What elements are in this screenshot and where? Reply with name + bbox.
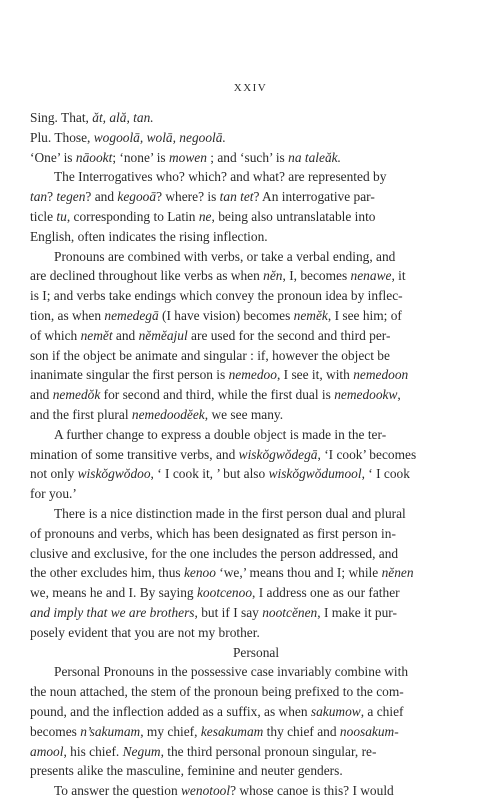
text-line: for you.’ xyxy=(30,486,77,502)
text-line: Personal Pronouns in the possessive case invariably combine with xyxy=(54,664,409,680)
text-line: amool, his chief. Negum, the third personal pronoun singular, re- xyxy=(30,743,377,759)
text-line: tion, as when nemedegā (I have vision) becomes nemĕk, I see him; of xyxy=(30,307,402,323)
text-line: the noun attached, the stem of the pronoun being prefixed to the com- xyxy=(30,684,404,700)
text-line: Plu. Those, wogoolā, wolā, negoolā. xyxy=(30,129,226,145)
text-line: son if the object be animate and singular : if, however the object be xyxy=(30,347,390,363)
text-line: Pronouns are combined with verbs, or take a verbal ending, and xyxy=(54,248,396,264)
text-line: and nemedŏk for second and third, while the first dual is nemedookw, xyxy=(30,387,401,403)
text-line: we, means he and I. By saying kootcenoo, I address one as our father xyxy=(30,585,400,601)
text-line: not only wiskŏgwŏdoo, ‘ I cook it, ’ but also wiskŏgwŏdumool, ‘ I cook xyxy=(30,466,410,482)
text-line: the other excludes him, thus kenoo ‘we,’ means thou and I; while nĕnen xyxy=(30,565,414,581)
text-line: tan? tegen? and kegooā? where? is tan tet? An interrogative par- xyxy=(30,189,375,205)
text-line: To answer the question wenotool? whose canoe is this? I would xyxy=(54,783,394,799)
text-line: becomes n’sakumam, my chief, kesakumam thy chief and noosakum- xyxy=(30,723,399,739)
text-line: and imply that we are brothers, but if I say nootcĕnen, I make it pur- xyxy=(30,604,397,620)
text-line: A further change to express a double object is made in the ter- xyxy=(54,426,387,442)
text-line: are declined throughout like verbs as when nĕn, I, becomes nenawe, it xyxy=(30,268,406,284)
text-line: inanimate singular the first person is nemedoo, I see it, with nemedoon xyxy=(30,367,409,383)
text-line: Sing. That, ăt, ală, tan. xyxy=(30,110,154,125)
body-text xyxy=(30,108,482,801)
text-line: ticle tu, corresponding to Latin ne, being also untranslatable into xyxy=(30,208,376,224)
text-line: is I; and verbs take endings which convey the pronoun idea by inflec- xyxy=(30,288,403,304)
text-line: The Interrogatives who? which? and what? are represented by xyxy=(54,169,387,185)
text-line: of pronouns and verbs, which has been designated as first person in- xyxy=(30,525,396,541)
text-line: mination of some transitive verbs, and wiskŏgwŏdegā, ‘I cook’ becomes xyxy=(30,446,417,462)
text-line: English, often indicates the rising inflection. xyxy=(30,228,268,244)
section-heading: Personal xyxy=(232,644,280,660)
text-line: posely evident that you are not my brother. xyxy=(30,624,260,640)
text-line: of which nemĕt and nĕmĕajul are used for the second and third per- xyxy=(30,327,391,343)
page-number-header: XXIV xyxy=(233,82,268,94)
text-line: clusive and exclusive, for the one includes the person addressed, and xyxy=(30,545,399,561)
text-line: There is a nice distinction made in the first person dual and plural xyxy=(54,505,406,521)
text-line: presents alike the masculine, feminine and neuter genders. xyxy=(30,763,343,779)
text-line: pound, and the inflection added as a suffix, as when sakumow, a chief xyxy=(30,703,404,719)
text-line: and the first plural nemedoodĕek, we see many. xyxy=(30,406,284,422)
text-line: ‘One’ is nāookt; ‘none’ is mowen ; and ‘such’ is na taleăk. xyxy=(30,149,341,165)
